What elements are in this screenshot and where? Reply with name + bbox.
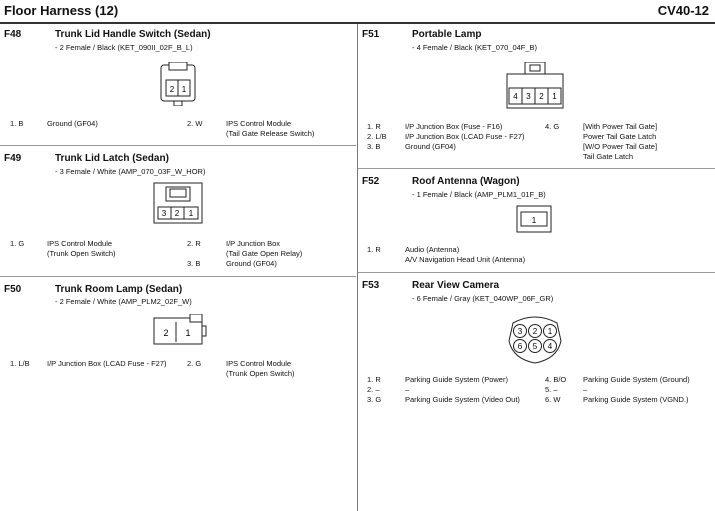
- connector-title: Trunk Room Lamp (Sedan): [55, 284, 183, 295]
- connector-title: Trunk Lid Handle Switch (Sedan): [55, 29, 211, 40]
- pin-number: 2. –: [367, 385, 380, 394]
- pin-description: (Trunk Open Switch): [226, 369, 295, 378]
- column-divider: [357, 24, 358, 511]
- pin-description: I/P Junction Box (LCAD Fuse - F27): [47, 359, 167, 368]
- connector-diagram: [505, 315, 565, 365]
- pin-number: 3. B: [187, 259, 201, 268]
- section-divider: [0, 145, 356, 146]
- pin-number: 1. R: [367, 122, 381, 131]
- pin-label: 1: [531, 216, 537, 225]
- pin-label: 2: [532, 327, 538, 336]
- pin-description: –: [405, 385, 410, 394]
- connector-diagram: [152, 181, 204, 225]
- pin-number: 1. L/B: [10, 359, 30, 368]
- pin-description: [With Power Tail Gate]: [583, 122, 658, 131]
- pin-description: IPS Control Module: [226, 359, 292, 368]
- pin-label: 3: [161, 209, 167, 218]
- pin-description: (Tail Gate Open Relay): [226, 249, 303, 258]
- pin-number: 3. B: [367, 142, 381, 151]
- connector-spec: - 3 Female / White (AMP_070_03F_W_HOR): [55, 167, 206, 176]
- pin-description: Parking Guide System (Ground): [583, 375, 690, 384]
- pin-label: 2: [539, 92, 544, 101]
- pin-number: 4. B/O: [545, 375, 567, 384]
- pin-number: 4. G: [545, 122, 560, 131]
- connector-diagram: [515, 204, 553, 234]
- pin-label: 5: [532, 342, 538, 351]
- pin-label: 1: [552, 92, 557, 101]
- connector-spec: - 4 Female / Black (KET_070_04F_B): [412, 43, 538, 52]
- pin-number: 2. L/B: [367, 132, 387, 141]
- pin-description: Parking Guide System (Video Out): [405, 395, 520, 404]
- connector-title: Portable Lamp: [412, 29, 482, 40]
- connector-diagram: [152, 314, 208, 348]
- pin-label: 2: [163, 328, 169, 338]
- pin-label: 1: [547, 327, 553, 336]
- connector-code: F49: [4, 153, 22, 164]
- pin-description: Ground (GF04): [47, 119, 98, 128]
- page-header: [0, 0, 715, 24]
- pin-label: 1: [181, 85, 187, 94]
- pin-label: 2: [174, 209, 180, 218]
- connector-code: F48: [4, 29, 22, 40]
- pin-label: 4: [547, 342, 553, 351]
- pin-description: (Trunk Open Switch): [47, 249, 116, 258]
- section-divider: [0, 276, 356, 277]
- connector-spec: - 6 Female / Gray (KET_040WP_06F_GR): [412, 294, 554, 303]
- pin-description: Parking Guide System (VGND.): [583, 395, 689, 404]
- pin-label: 3: [517, 327, 523, 336]
- pin-description: Parking Guide System (Power): [405, 375, 508, 384]
- page-code: CV40-12: [657, 3, 709, 18]
- pin-description: Power Tail Gate Latch: [583, 132, 657, 141]
- section-divider: [358, 272, 715, 273]
- connector-title: Trunk Lid Latch (Sedan): [55, 153, 169, 164]
- pin-number: 2. W: [187, 119, 203, 128]
- connector-diagram: [505, 62, 565, 110]
- connector-code: F51: [362, 29, 380, 40]
- pin-number: 2. G: [187, 359, 202, 368]
- pin-label: 4: [513, 92, 518, 101]
- pin-number: 1. B: [10, 119, 24, 128]
- section-divider: [358, 168, 715, 169]
- connector-code: F53: [362, 280, 380, 291]
- connector-spec: - 2 Female / White (AMP_PLM2_02F_W): [55, 297, 192, 306]
- connector-code: F50: [4, 284, 22, 295]
- pin-description: I/P Junction Box: [226, 239, 281, 248]
- pin-description: I/P Junction Box (LCAD Fuse - F27): [405, 132, 525, 141]
- pin-description: Ground (GF04): [405, 142, 456, 151]
- pin-label: 1: [188, 209, 194, 218]
- connector-code: F52: [362, 176, 380, 187]
- pin-number: 1. G: [10, 239, 25, 248]
- pin-description: –: [583, 385, 588, 394]
- page-title: Floor Harness (12): [4, 3, 119, 18]
- pin-number: 1. R: [367, 375, 381, 384]
- connector-spec: - 1 Female / Black (AMP_PLM1_01F_B): [412, 190, 546, 199]
- pin-description: [W/O Power Tail Gate]: [583, 142, 658, 151]
- pin-description: (Tail Gate Release Switch): [226, 129, 315, 138]
- pin-description: Tail Gate Latch: [583, 152, 634, 161]
- connector-diagram: [158, 62, 198, 106]
- pin-number: 2. R: [187, 239, 201, 248]
- pin-description: IPS Control Module: [47, 239, 113, 248]
- pin-number: 5. –: [545, 385, 558, 394]
- connector-title: Rear View Camera: [412, 280, 500, 291]
- pin-description: Audio (Antenna): [405, 245, 460, 254]
- pin-label: 3: [526, 92, 531, 101]
- pin-label: 2: [169, 85, 175, 94]
- connector-title: Roof Antenna (Wagon): [412, 176, 520, 187]
- pin-label: 6: [517, 342, 523, 351]
- pin-number: 3. G: [367, 395, 382, 404]
- pin-description: IPS Control Module: [226, 119, 292, 128]
- pin-label: 1: [185, 328, 191, 338]
- pin-number: 1. R: [367, 245, 381, 254]
- pin-description: A/V Navigation Head Unit (Antenna): [405, 255, 526, 264]
- pin-description: Ground (GF04): [226, 259, 277, 268]
- pin-number: 6. W: [545, 395, 561, 404]
- pin-description: I/P Junction Box (Fuse - F16): [405, 122, 503, 131]
- connector-spec: - 2 Female / Black (KET_090II_02F_B_L): [55, 43, 193, 52]
